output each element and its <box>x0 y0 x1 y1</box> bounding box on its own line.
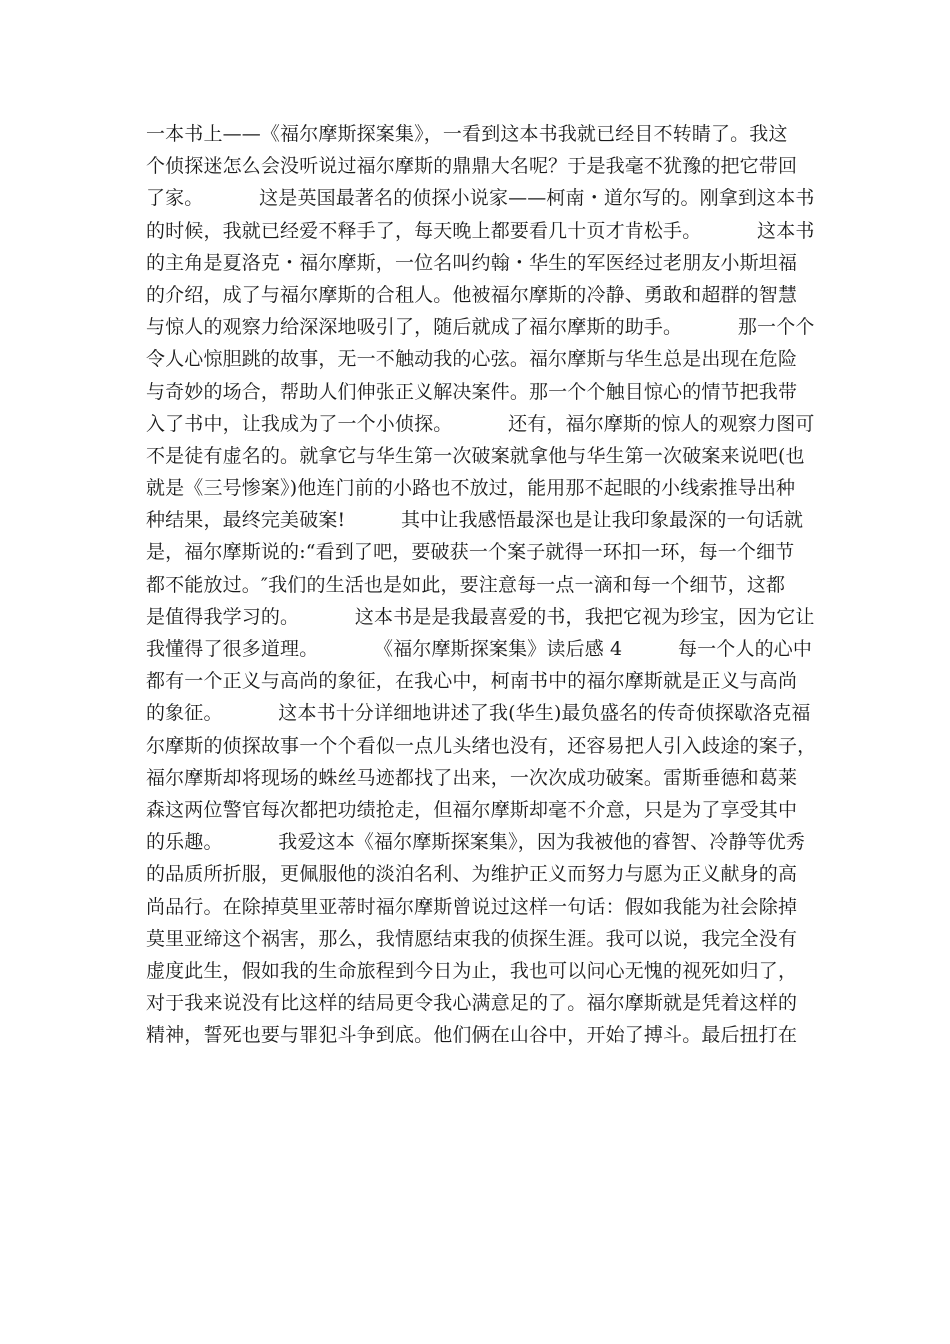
text-line: 入了书中，让我成为了一个小侦探。 还有，福尔摩斯的惊人的观察力图可 <box>146 412 815 435</box>
body-text <box>146 118 826 1051</box>
text-line: 了家。 这是英国最著名的侦探小说家——柯南・道尔写的。刚拿到这本书 <box>146 187 815 210</box>
text-line: 个侦探迷怎么会没听说过福尔摩斯的鼎鼎大名呢？于是我毫不犹豫的把它带回 <box>146 155 798 178</box>
text-line: 不是徒有虚名的。就拿它与华生第一次破案就拿他与华生第一次破案来说吧(也 <box>146 444 805 467</box>
text-line: 令人心惊胆跳的故事，无一不触动我的心弦。福尔摩斯与华生总是出现在危险 <box>146 348 798 371</box>
text-line: 都有一个正义与高尚的象征，在我心中，柯南书中的福尔摩斯就是正义与高尚 <box>146 670 798 693</box>
text-line: 对于我来说没有比这样的结局更令我心满意足的了。福尔摩斯就是凭着这样的 <box>146 992 798 1015</box>
text-line: 的时候，我就已经爱不释手了，每天晚上都要看几十页才肯松手。 这本书 <box>146 219 815 242</box>
text-line: 的主角是夏洛克・福尔摩斯，一位名叫约翰・华生的军医经过老朋友小斯坦福 <box>146 251 798 274</box>
text-line: 一本书上——《福尔摩斯探案集》，一看到这本书我就已经目不转睛了。我这 <box>146 123 788 145</box>
text-line: 我懂得了很多道理。 《福尔摩斯探案集》读后感 4 每一个人的心中 <box>146 638 813 660</box>
text-line: 是，福尔摩斯说的:“看到了吧，要破获一个案子就得一环扣一环，每一个细节 <box>146 541 795 564</box>
text-line: 与惊人的观察力给深深地吸引了，随后就成了福尔摩斯的助手。 那一个个 <box>146 316 815 339</box>
text-line: 是值得我学习的。 这本书是是我最喜爱的书，我把它视为珍宝，因为它让 <box>146 605 815 628</box>
text-line: 的乐趣。 我爱这本《福尔摩斯探案集》，因为我被他的睿智、冷静等优秀 <box>146 831 806 854</box>
text-line: 的象征。 这本书十分详细地讲述了我(华生)最负盛名的传奇侦探歇洛克福 <box>146 702 811 725</box>
text-line: 的介绍，成了与福尔摩斯的合租人。他被福尔摩斯的冷静、勇敢和超群的智慧 <box>146 283 798 306</box>
text-line: 森这两位警官每次都把功绩抢走，但福尔摩斯却毫不介意，只是为了享受其中 <box>146 798 798 821</box>
text-line: 虚度此生，假如我的生命旅程到今日为止，我也可以问心无愧的视死如归了， <box>146 959 798 982</box>
text-line: 尔摩斯的侦探故事一个个看似一点儿头绪也没有，还容易把人引入歧途的案子， <box>146 734 817 757</box>
text-line: 的品质所折服，更佩服他的淡泊名利、为维护正义而努力与愿为正义献身的高 <box>146 863 798 886</box>
text-line: 莫里亚缔这个祸害，那么，我情愿结束我的侦探生涯。我可以说，我完全没有 <box>146 927 798 950</box>
text-line: 都不能放过。″我们的生活也是如此，要注意每一点一滴和每一个细节，这都 <box>146 573 786 596</box>
text-line: 福尔摩斯却将现场的蛛丝马迹都找了出来，一次次成功破案。雷斯垂德和葛莱 <box>146 766 798 789</box>
text-line: 与奇妙的场合，帮助人们伸张正义解决案件。那一个个触目惊心的情节把我带 <box>146 380 798 403</box>
text-line: 尚品行。在除掉莫里亚蒂时福尔摩斯曾说过这样一句话：假如我能为社会除掉 <box>146 895 798 918</box>
text-line: 种结果，最终完美破案! 其中让我感悟最深也是让我印象最深的一句话就 <box>146 509 804 532</box>
text-line: 就是《三号惨案》)他连门前的小路也不放过，能用那不起眼的小线索推导出种 <box>146 477 796 500</box>
text-line: 精神，誓死也要与罪犯斗争到底。他们俩在山谷中，开始了搏斗。最后扭打在 <box>146 1024 798 1047</box>
